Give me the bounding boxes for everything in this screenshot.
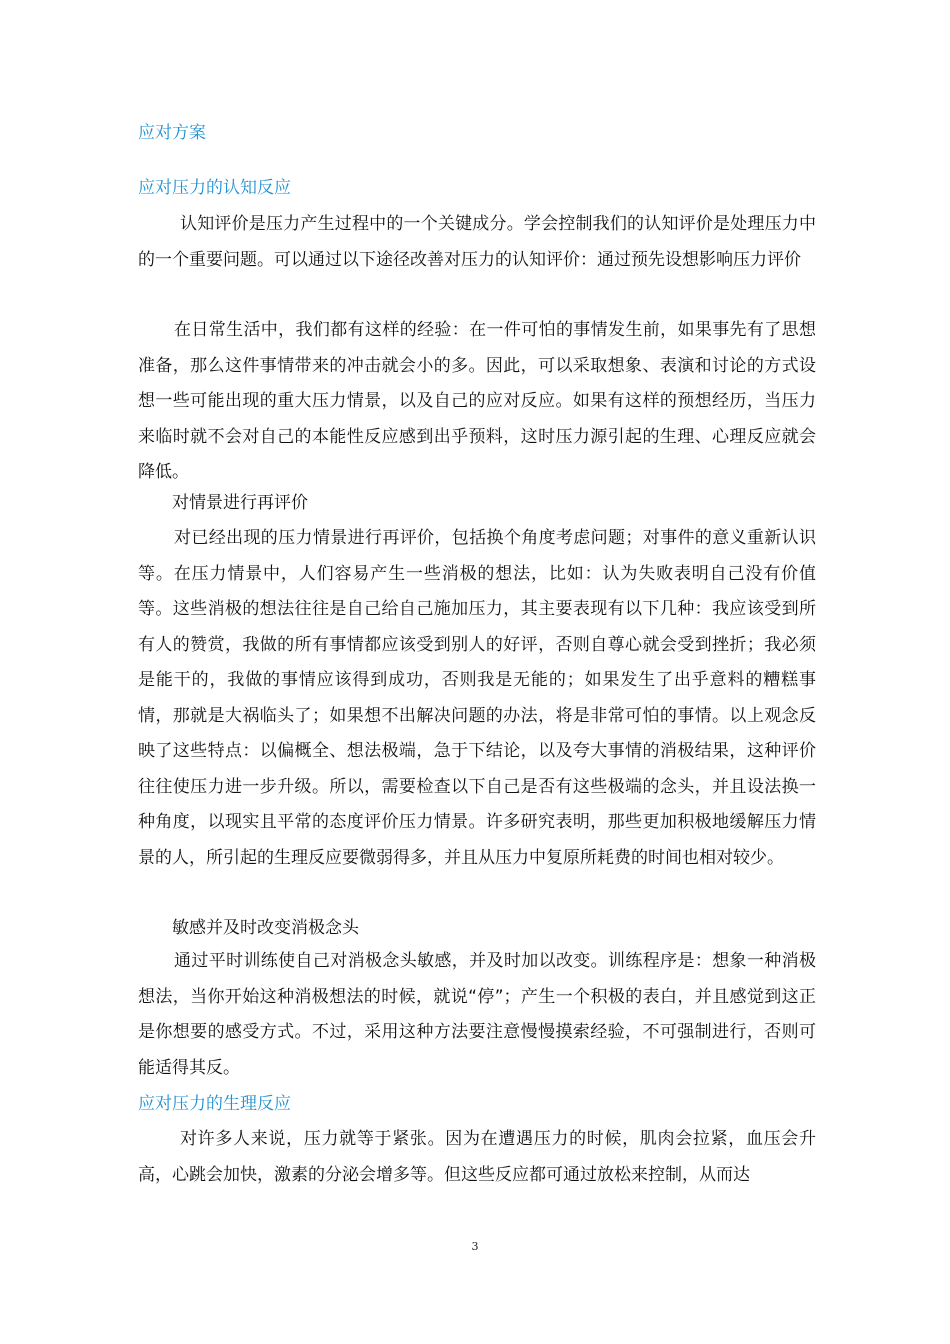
paragraph-cognitive-appraisal: 认知评价是压力产生过程中的一个关键成分。学会控制我们的认知评价是处理压力中的一个重要问题。可以通过以下途径改善对压力的认知评价：通过预先设想影响压力评价	[138, 214, 816, 270]
paragraph-physiological: 对许多人来说，压力就等于紧张。因为在遭遇压力的时候，肌肉会拉紧，血压会升高，心跳会加快，激素的分泌会增多等。但这些反应都可通过放松来控制，从而达	[138, 1129, 816, 1185]
paragraph-daily-life-experience: 在日常生活中，我们都有这样的经验：在一件可怕的事情发生前，如果事先有了思想准备，那么这件事情带来的冲击就会小的多。因此，可以采取想象、表演和讨论的方式设想一些可能出现的重大压力情景，以及自己的应对反应。如果有这样的预想经历，当压力来临时就不会对自己的本能性反应感到出乎预料，这时压力源引起的生理、心理反应就会降低。	[138, 320, 816, 482]
section-title: 应对方案	[138, 123, 206, 143]
cognitive-response-heading: 应对压力的认知反应	[138, 178, 291, 198]
physiological-response-heading: 应对压力的生理反应	[138, 1094, 291, 1114]
page-number: 3	[471, 1240, 479, 1253]
paragraph-negative-thoughts: 通过平时训练使自己对消极念头敏感，并及时加以改变。训练程序是：想象一种消极想法，当你开始这种消极想法的时候，就说“停”；产生一个积极的表白，并且感觉到这正是你想要的感受方式。不过，采用这种方法要注意慢慢摸索经验，不可强制进行，否则可能适得其反。	[138, 951, 816, 1078]
subheading-negative-thoughts: 敏感并及时改变消极念头	[172, 918, 359, 938]
paragraph-reappraisal: 对已经出现的压力情景进行再评价，包括换个角度考虑问题；对事件的意义重新认识等。在压力情景中，人们容易产生一些消极的想法，比如：认为失败表明自己没有价值等。这些消极的想法往往是自己给自己施加压力，其主要表现有以下几种：我应该受到所有人的赞赏，我做的所有事情都应该受到别人的好评，否则自尊心就会受到挫折；我必须是能干的，我做的事情应该得到成功，否则我是无能的；如果发生了出乎意料的糟糕事情，那就是大祸临头了；如果想不出解决问题的办法，将是非常可怕的事情。以上观念反映了这些特点：以偏概全、想法极端，急于下结论，以及夸大事情的消极结果，这种评价往往使压力进一步升级。所以，需要检查以下自己是否有这些极端的念头，并且设法换一种角度，以现实且平常的态度评价压力情景。许多研究表明，那些更加积极地缓解压力情景的人，所引起的生理反应要微弱得多，并且从压力中复原所耗费的时间也相对较少。	[138, 528, 816, 868]
subheading-reappraisal: 对情景进行再评价	[172, 493, 308, 513]
